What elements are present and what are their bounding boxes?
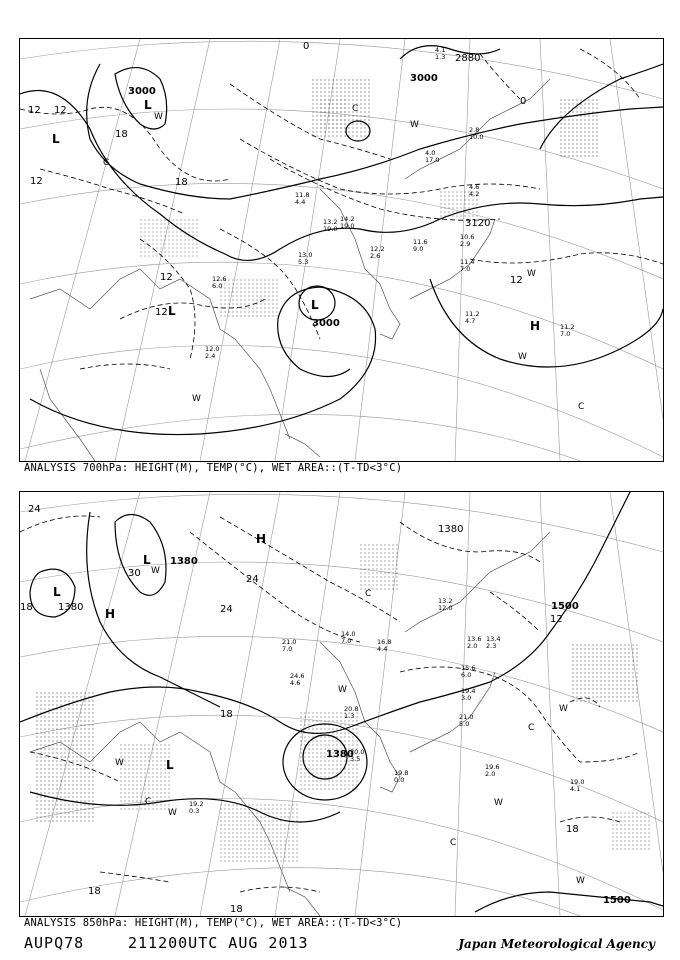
svg-text:10.6: 10.6 (460, 233, 475, 241)
svg-text:12.6: 12.6 (212, 275, 227, 283)
svg-text:4.2: 4.2 (469, 190, 480, 198)
svg-text:1.3: 1.3 (435, 53, 446, 61)
temp-label: 18 (20, 602, 33, 613)
svg-text:19.0: 19.0 (323, 225, 338, 233)
height-label: 3000 (410, 73, 438, 84)
map-850hpa-canvas (20, 492, 663, 916)
height-label: 1380 (438, 524, 464, 535)
warm-label: W (115, 758, 124, 768)
svg-text:0.3: 0.3 (189, 807, 200, 815)
svg-text:6.0: 6.0 (461, 671, 472, 679)
svg-text:3.0: 3.0 (461, 694, 472, 702)
map-850hpa (19, 491, 664, 917)
cold-label: C (365, 589, 372, 599)
svg-text:0.0: 0.0 (394, 776, 405, 784)
wet-area-patches (140, 79, 600, 319)
temp-label: 12 (28, 105, 41, 116)
svg-text:2.4: 2.4 (205, 352, 216, 360)
temp-label: 18 (230, 904, 243, 915)
svg-text:4.6: 4.6 (469, 183, 480, 191)
map-700hpa-canvas (20, 39, 663, 461)
cold-label: C (352, 104, 359, 114)
chart-id: AUPQ78 (24, 934, 85, 952)
svg-text:17.0: 17.0 (425, 156, 440, 164)
svg-text:4.7: 4.7 (465, 317, 476, 325)
cold-label: C (145, 797, 152, 807)
svg-text:11.2: 11.2 (465, 310, 480, 318)
high-label: H (530, 319, 541, 333)
low-label: L (52, 132, 60, 146)
svg-text:21.0: 21.0 (282, 638, 297, 646)
low-label: L (166, 758, 174, 772)
svg-text:13.2: 13.2 (323, 218, 338, 226)
svg-text:4.1: 4.1 (570, 785, 581, 793)
svg-text:16.8: 16.8 (377, 638, 392, 646)
cold-label: C (528, 723, 535, 733)
low-label: L (168, 304, 176, 318)
height-label: 2880 (455, 53, 481, 64)
height-label: 1500 (603, 895, 631, 906)
svg-text:7.0: 7.0 (341, 637, 352, 645)
svg-text:2.0: 2.0 (467, 642, 478, 650)
cold-label: C (103, 158, 110, 168)
svg-text:5.0: 5.0 (459, 720, 470, 728)
svg-text:1.3: 1.3 (344, 712, 355, 720)
svg-text:7.0: 7.0 (282, 645, 293, 653)
svg-text:13.6: 13.6 (467, 635, 482, 643)
height-label: 3000 (312, 318, 340, 329)
temp-label: 12 (30, 176, 43, 187)
svg-text:6.0: 6.0 (212, 282, 223, 290)
temp-label: 24 (220, 604, 233, 615)
svg-text:19.0: 19.0 (340, 222, 355, 230)
svg-text:14.0: 14.0 (341, 630, 356, 638)
warm-label: W (559, 704, 568, 714)
temp-label: 12 (160, 272, 173, 283)
valid-time: 211200UTC AUG 2013 (128, 934, 309, 952)
agency-credit: Japan Meteorological Agency (458, 937, 655, 951)
svg-text:13.4: 13.4 (486, 635, 501, 643)
svg-text:4.1: 4.1 (435, 46, 446, 54)
height-label: 1500 (551, 601, 579, 612)
pressure-system-labels (52, 98, 584, 412)
low-label: L (311, 298, 319, 312)
cold-label: C (450, 838, 457, 848)
svg-text:4.4: 4.4 (295, 198, 306, 206)
svg-text:13.0: 13.0 (298, 251, 313, 259)
temp-label: 12 (510, 275, 523, 286)
warm-label: W (151, 566, 160, 576)
warm-label: W (192, 394, 201, 404)
warm-label: W (168, 808, 177, 818)
svg-text:7.0: 7.0 (460, 265, 471, 273)
temp-label: 18 (175, 177, 188, 188)
high-label: H (105, 607, 116, 621)
svg-text:20.8: 20.8 (344, 705, 359, 713)
warm-label: W (527, 269, 536, 279)
temp-label: 12 (155, 307, 168, 318)
svg-text:11.8: 11.8 (295, 191, 310, 199)
svg-text:4.6: 4.6 (290, 679, 301, 687)
svg-text:13.2: 13.2 (438, 597, 453, 605)
low-label: L (53, 585, 61, 599)
svg-text:11.2: 11.2 (560, 323, 575, 331)
svg-text:14.2: 14.2 (340, 215, 355, 223)
svg-text:11.4: 11.4 (460, 258, 475, 266)
height-label: 1380 (326, 749, 354, 760)
high-label: H (256, 532, 267, 546)
warm-label: W (154, 112, 163, 122)
svg-text:15.6: 15.6 (461, 664, 476, 672)
map-700hpa (19, 38, 664, 462)
temp-label: 0 (520, 96, 527, 107)
svg-text:12.2: 12.2 (370, 245, 385, 253)
temp-label: 24 (246, 574, 259, 585)
svg-text:19.0: 19.0 (570, 778, 585, 786)
svg-text:12.0: 12.0 (438, 604, 453, 612)
svg-text:9.0: 9.0 (413, 245, 424, 253)
height-label: 3120 (465, 218, 491, 229)
temp-label: 12 (550, 614, 563, 625)
svg-text:2.0: 2.0 (485, 770, 496, 778)
low-label: L (143, 553, 151, 567)
svg-text:24.6: 24.6 (290, 672, 305, 680)
height-label: 3000 (128, 86, 156, 97)
warm-label: W (410, 120, 419, 130)
temp-label: 0 (303, 41, 310, 52)
svg-text:5.3: 5.3 (298, 258, 309, 266)
svg-text:3.5: 3.5 (350, 755, 361, 763)
temp-label: 18 (220, 709, 233, 720)
temp-label: 18 (566, 824, 579, 835)
svg-text:20.0: 20.0 (350, 748, 365, 756)
temp-label: 24 (28, 504, 41, 515)
svg-text:19.4: 19.4 (461, 687, 476, 695)
height-contours (20, 492, 663, 912)
svg-text:12.0: 12.0 (205, 345, 220, 353)
warm-label: W (576, 876, 585, 886)
svg-text:4.0: 4.0 (425, 149, 436, 157)
caption-700hpa: ANALYSIS 700hPa: HEIGHT(M), TEMP(°C), WET AREA::(T-TD<3°C) (24, 462, 403, 474)
svg-text:7.0: 7.0 (560, 330, 571, 338)
svg-text:19.2: 19.2 (189, 800, 204, 808)
temperature-contours (20, 516, 640, 892)
warm-label: W (338, 685, 347, 695)
height-label: 1380 (170, 556, 198, 567)
cold-label: C (578, 402, 585, 412)
svg-text:2.8: 2.8 (469, 126, 480, 134)
temp-label: 30 (128, 568, 141, 579)
svg-text:4.4: 4.4 (377, 645, 388, 653)
svg-text:21.0: 21.0 (459, 713, 474, 721)
pressure-system-labels (53, 532, 585, 886)
svg-text:2.6: 2.6 (370, 252, 381, 260)
warm-label: W (518, 352, 527, 362)
svg-text:2.3: 2.3 (486, 642, 497, 650)
svg-text:19.6: 19.6 (485, 763, 500, 771)
caption-850hpa: ANALYSIS 850hPa: HEIGHT(M), TEMP(°C), WET AREA::(T-TD<3°C) (24, 917, 403, 929)
low-label: L (144, 98, 152, 112)
temp-label: 12 (54, 105, 67, 116)
height-label: 1380 (58, 602, 84, 613)
svg-text:2.9: 2.9 (460, 240, 471, 248)
temp-label: 18 (88, 886, 101, 897)
svg-text:11.6: 11.6 (413, 238, 428, 246)
warm-label: W (494, 798, 503, 808)
wet-area-patches (35, 542, 650, 862)
svg-text:19.8: 19.8 (394, 769, 409, 777)
svg-text:10.0: 10.0 (469, 133, 484, 141)
temp-label: 18 (115, 129, 128, 140)
